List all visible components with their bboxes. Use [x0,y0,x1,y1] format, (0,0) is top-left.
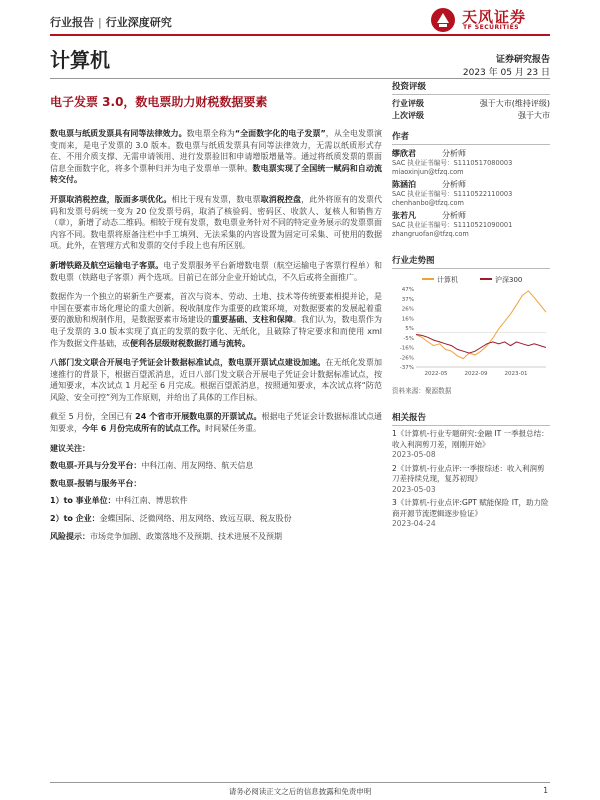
legend-label: 沪深300 [495,276,523,284]
industry-rating-label: 行业评级 [392,99,424,108]
recommendation-title [50,443,382,455]
logo-name: 天风证券 [462,8,527,26]
p1-quote: “全面数字化的电子发票” [234,129,326,138]
p4-highlight: 重要基础、支柱和保障 [212,315,293,325]
p2-heading: 开票取消税控盘，版面多项优化。 [50,194,172,204]
related-report-date: 2023-05-08 [392,450,436,459]
rec-title-text: 建议关注： [50,443,90,453]
p3-heading: 新增铁路及航空运输电子客票。 [50,260,164,270]
paragraph-no-tax-control [50,194,382,252]
paragraph-data-factor [50,291,382,349]
previous-rating-value: 强于大市 [518,111,550,120]
p2-text-b: ，此外将原有的发票代码和发票号码统一变为 20 位发票号码，取消了核验码、密码区、收款人、复核人和销售方（章），新增了动态二维码。相较于现有发票，数电票业务针对不同的特定业务展示的发票票面内容不同。数电票将原备注栏中手工填列、无法采集的内容设置为固定可采集、可使用的数据项。此外，在管理方式和发票的交付手段上也有所区别。 [50,194,383,251]
y-tick-label: -5% [403,335,414,342]
author-sac: SAC 执业证书编号：S1110517080003 [392,159,513,167]
footer-divider [50,782,550,783]
rec1-value: 中科江南、用友网络、航天信息 [141,461,254,471]
trend-chart-svg [392,273,550,381]
rating-heading: 投资评级 [392,78,550,95]
p4-highlight-2: 便利各层级财税数据打通与流转。 [130,338,250,348]
sector-title: 计算机 [50,48,110,72]
x-tick-label: 2023-01 [504,371,528,377]
main-body [50,128,382,548]
rec2-label: 数电票-报销与服务平台： [50,478,142,488]
p6-text-a: 截至 5 月份，全国已有 [50,412,136,422]
x-tick-label: 2022-05 [424,371,448,377]
risk-label: 风险提示： [50,531,90,541]
p6-text-c: 时间紧任务重。 [205,424,262,434]
page-number: 1 [543,786,548,795]
p4-text-b: 。我们认为，数电票作为电子发票的 3.0 版本实现了真正的发票的数字化、无纸化，且破除了特定要求和而使用 xml 作为数据文件基础，或 [50,315,382,348]
author-name: 缪欣君 [392,149,416,158]
industry-rating-row [392,98,550,110]
paragraph-pilot [50,357,382,403]
p2-text-a: 相比于现有发票，数电票 [171,194,261,204]
author-block [392,148,550,238]
paragraph-progress [50,411,382,434]
report-title: 电子发票 3.0，数电票助力财税数据要素 [50,95,268,109]
industry-rating-value: 强于大市(维持评级) [479,99,550,108]
y-tick-label: -37% [399,365,414,371]
header-tags [50,14,172,30]
trend-heading: 行业走势图 [392,252,550,269]
author-name: 陈涵泊 [392,180,416,189]
related-report-link[interactable]: 1《计算机-行业专题研究:金融 IT 一季报总结：收入利润剪刀差，刚刚开始》 [392,429,549,449]
header-divider [50,34,550,36]
paragraph-rail-air [50,260,382,283]
p6-highlight-2: 今年 6 月份完成所有的试点工作。 [82,424,206,434]
series-line-computer [416,291,546,359]
y-tick-label: -26% [399,355,414,362]
previous-rating-label: 上次评级 [392,111,424,120]
legend-label: 计算机 [437,276,458,284]
author-role: 分析师 [442,149,466,158]
risk-value: 市场竞争加剧、政策落地不及预期、技术进展不及预期 [90,531,282,541]
authors-heading: 作者 [392,128,550,145]
p1-text-b: ，从全电发票演变而来，是电子发票的 3.0 版本。数电票与纸质发票具有同等法律效力，无需以纸质形式存在、不用介质支撑、无需申请领用、进行发票验旧和申请增版增量等。通过将纸质发票的票面信息全面数字化，将多个票种归并为电子发票单一票种。 [50,129,383,173]
related-report-link[interactable]: 3《计算机-行业点评:GPT 赋能保险 IT，助力险商开源节流逻辑逐步验证》 [392,498,549,518]
related-report-date: 2023-05-03 [392,484,436,494]
related-list [392,429,550,530]
author-sac: SAC 执业证书编号：S1110521090001 [392,221,513,229]
footer-disclaimer: 请务必阅读正文之后的信息披露和免责申明 [228,787,372,796]
y-tick-label: -16% [399,345,414,352]
y-tick-label: 37% [401,296,414,303]
p5-text: 在无纸化发票加速推行的背景下，根据百望派消息，近日八部门发文联合开展电子凭证会计数据标准试点，按通知要求，本次试点 1 月起至 6 月完成。根据百望派消息，按照通知要求，本次试点将“防范风险、安全可控”列为工作原则，并给出了具体的工作目标。 [50,358,383,402]
header-tag-industry-report: 行业报告 [50,16,94,29]
x-tick-label: 2022-09 [464,371,488,377]
risk-warning [50,531,382,543]
related-report-date: 2023-04-24 [392,519,436,528]
paragraph-legal-effect [50,128,382,186]
recommendation-public [50,495,382,507]
author-name: 张若凡 [392,211,416,220]
y-tick-label: 26% [401,306,414,313]
author-sac: SAC 执业证书编号：S1110522110003 [392,190,513,198]
p1-text-a: 数电票全称为 [186,129,235,138]
p1-heading: 数电票与纸质发票具有同等法律效力。 [50,129,187,138]
chart-source: 资料来源：聚源数据 [392,387,452,395]
company-logo [430,5,550,35]
report-date: 2023 年 05 月 23 日 [462,68,550,78]
author-email[interactable]: miaoxinjun@tfzq.com [392,167,464,176]
rec2-1-label: 1）to 事业单位： [50,496,116,506]
p1-highlight: 数电票实现了全国统一赋码和自动流转交付。 [50,163,382,185]
previous-rating-row [392,110,550,122]
recommendation-issuing [50,460,382,472]
series-line-csi300 [416,335,546,354]
related-heading: 相关报告 [392,409,550,426]
header-tag-deep-research: 行业深度研究 [105,16,172,29]
y-tick-label: 16% [401,316,414,323]
p2-highlight: 取消税控盘 [260,194,302,204]
recommendation-enterprise [50,513,382,525]
author-email[interactable]: zhangruofan@tfzq.com [392,229,469,238]
p4-text-a: 数据作为一个独立的崭新生产要素，首次与资本、劳动、土地、技术等传统要素相提并论，是中国在要素市场化理论的重大创新。税收制度作为重要的政策环境，对数据要素的发展起着重要的激励和规制作用，是数据要素市场建设的 [50,292,382,325]
sidebar [392,78,550,533]
p5-heading: 八部门发文联合开展电子凭证会计数据标准试点，数电票开票试点建设加速。 [50,358,326,368]
p6-highlight: 24 个省市开展数电票的开票试点。 [135,412,262,422]
rec2-2-value: 金蝶国际、泛微网络、用友网络、致远互联、税友股份 [99,514,292,524]
rec2-1-value: 中科江南、博思软件 [115,496,188,506]
author-role: 分析师 [442,211,466,220]
header-separator: | [98,16,102,29]
trend-chart [392,273,550,383]
author-email[interactable]: chenhanbo@tfzq.com [392,198,464,207]
rec2-2-label: 2）to 企业： [50,514,100,524]
p6-text-b: 根据电子凭证会计数据标准试点通知要求， [50,412,383,434]
p3-text: 电子发票服务平台新增数电票（航空运输电子客票行程单）和数电票（铁路电子客票）两个选项。目前已在部分企业开始试点，不久后或将全面推广。 [50,260,383,282]
logo-mark-icon [430,7,456,33]
author-role: 分析师 [442,180,466,189]
rec1-label: 数电票-开具与分发平台： [50,461,142,471]
related-report-link[interactable]: 2《计算机-行业点评:一季报综述：收入利润剪刀差持续兑现，复苏初现》 [392,463,545,483]
report-type: 证券研究报告 [495,55,550,65]
y-tick-label: 47% [401,287,414,293]
y-tick-label: 5% [405,326,414,332]
recommendation-reimburse [50,478,382,490]
logo-en: TF SECURITIES [463,24,520,31]
